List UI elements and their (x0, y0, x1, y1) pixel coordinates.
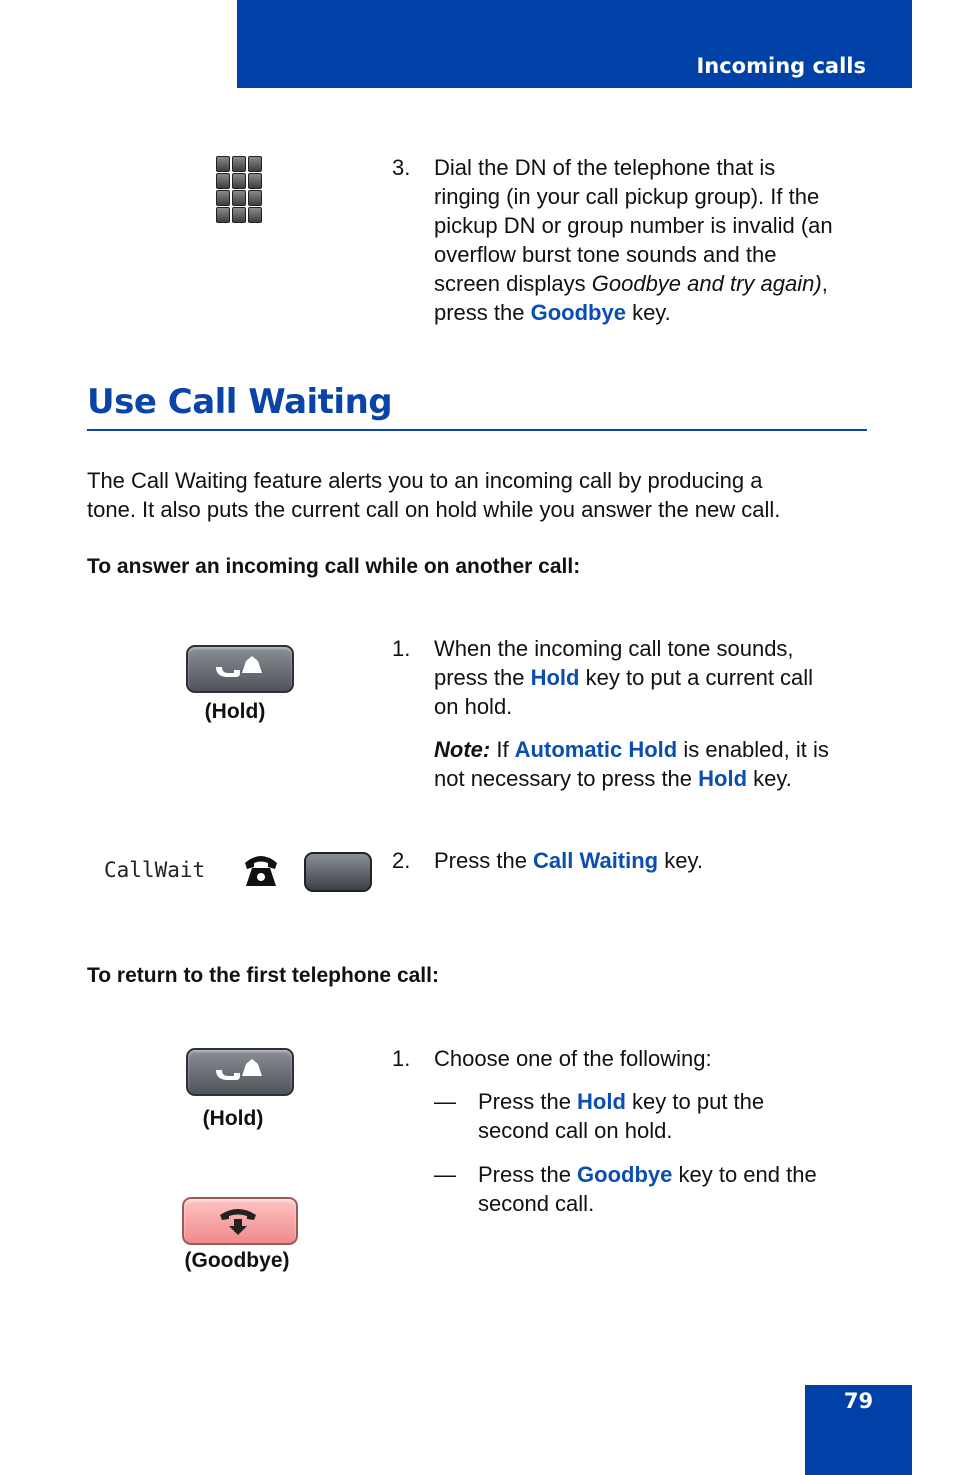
step-number: 3. (392, 155, 411, 180)
header-title: Incoming calls (696, 54, 866, 78)
text-segment: Press the (478, 1089, 578, 1114)
intro-paragraph (87, 466, 780, 524)
hold-key-ref: Hold (698, 766, 748, 791)
hold-symbol-icon (186, 645, 290, 689)
step-number: 1. (392, 1046, 411, 1071)
section-title: Use Call Waiting (87, 382, 393, 422)
step-line: When the incoming call tone sounds, (434, 636, 794, 661)
step-line: on hold. (434, 694, 513, 719)
dash-bullet: — (434, 1162, 456, 1187)
intro-line: The Call Waiting feature alerts you to an incoming call by producing a (87, 468, 763, 493)
text-segment: Press the (478, 1162, 578, 1187)
hold-key-ref: Hold (577, 1089, 626, 1114)
text-segment: key to end the (672, 1162, 817, 1187)
page-number-box (805, 1385, 912, 1475)
step-line: overflow burst tone sounds and the (434, 242, 777, 267)
text-segment: is enabled, it is (677, 737, 829, 762)
text-segment: , (821, 271, 828, 296)
call-waiting-soft-key (304, 852, 372, 892)
hold-key-icon (186, 1048, 294, 1096)
text-segment: not necessary to press the (434, 766, 699, 791)
page-number: 79 (843, 1389, 874, 1413)
intro-line: tone. It also puts the current call on hold while you answer the new call. (87, 497, 781, 522)
text-segment: key. (625, 300, 671, 325)
goodbye-symbol-icon (182, 1197, 294, 1241)
goodbye-caption: (Goodbye) (184, 1249, 290, 1272)
hold-key-icon (186, 645, 294, 693)
dialpad-icon (216, 156, 262, 222)
section-divider (87, 429, 867, 431)
option-line: second call on hold. (478, 1118, 673, 1143)
note-label: Note: (434, 737, 491, 762)
text-segment: key to put a current call (579, 665, 814, 690)
note (434, 735, 874, 793)
text-segment: press the (434, 300, 531, 325)
hold-caption: (Hold) (202, 1107, 264, 1130)
step-line: Dial the DN of the telephone that is (434, 155, 776, 180)
option-line: second call. (478, 1191, 595, 1216)
step-line: Choose one of the following: (434, 1046, 712, 1071)
text-segment: key. (747, 766, 792, 791)
text-segment: Press the (434, 848, 534, 873)
callwait-lcd-label: CallWait (104, 858, 206, 882)
goodbye-key-icon (182, 1197, 298, 1245)
step-line (434, 298, 874, 327)
text-segment: screen displays (434, 271, 592, 296)
step-line: pickup DN or group number is invalid (an (434, 213, 833, 238)
step-number: 2. (392, 848, 411, 873)
goodbye-key-ref: Goodbye (530, 300, 626, 325)
step-line (434, 663, 874, 692)
phone-icon (240, 848, 282, 890)
call-waiting-key-ref: Call Waiting (533, 848, 659, 873)
text-segment: key. (658, 848, 703, 873)
step-line (434, 269, 874, 298)
return-heading: To return to the first telephone call: (87, 964, 439, 987)
text-segment: If (490, 737, 515, 762)
dash-bullet: — (434, 1089, 456, 1114)
header-bar (237, 0, 912, 88)
step-number: 1. (392, 636, 411, 661)
hold-key-ref: Hold (530, 665, 580, 690)
goodbye-key-ref: Goodbye (577, 1162, 673, 1187)
text-segment: key to put the (625, 1089, 765, 1114)
hold-caption: (Hold) (204, 700, 266, 723)
automatic-hold-ref: Automatic Hold (514, 737, 678, 762)
hold-symbol-icon (186, 1048, 290, 1092)
answer-heading: To answer an incoming call while on another call: (87, 555, 581, 578)
screen-message: Goodbye and try again) (591, 271, 822, 296)
step-line: ringing (in your call pickup group). If the (434, 184, 820, 209)
text-segment: press the (434, 665, 531, 690)
